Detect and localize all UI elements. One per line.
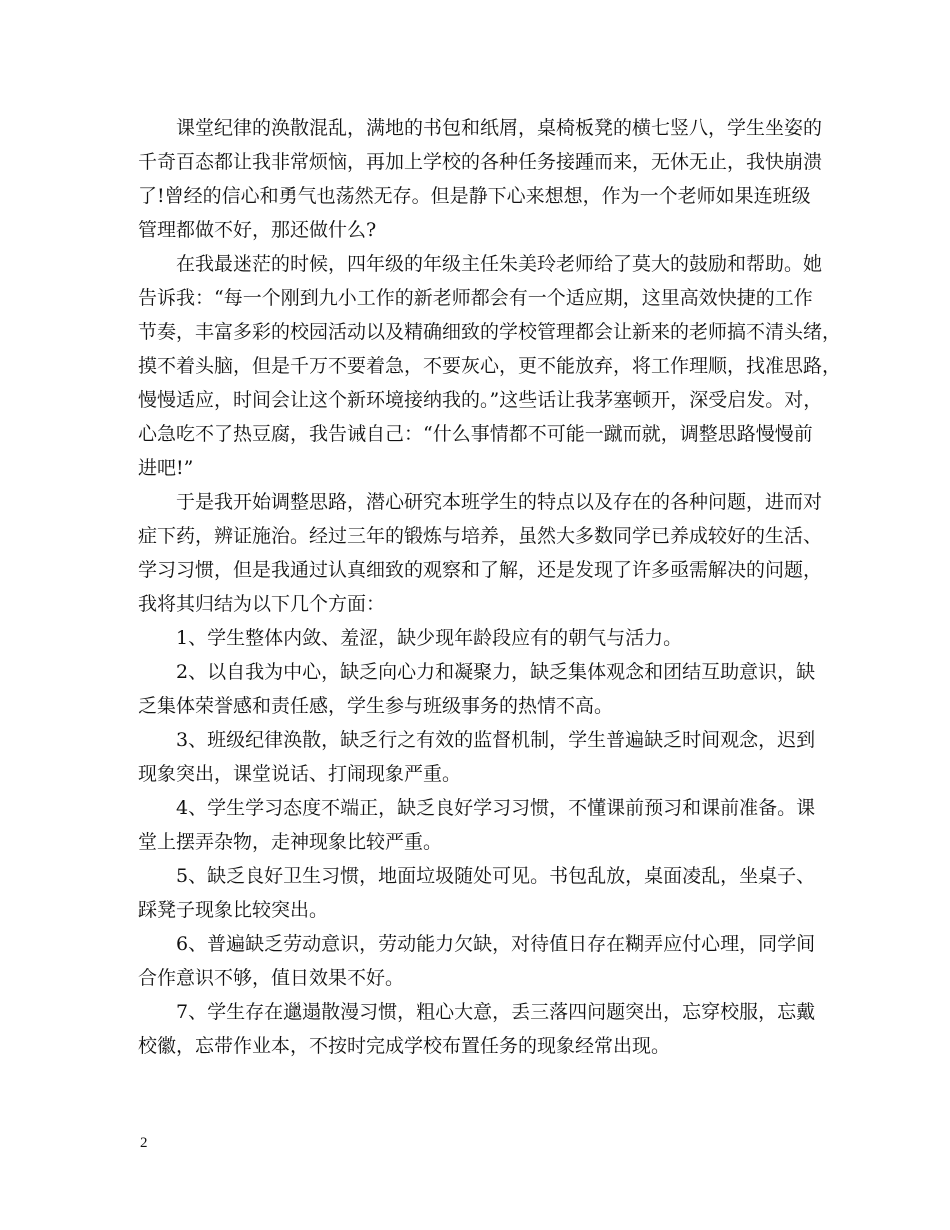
text-line: 慢慢适应，时间会让这个新环境接纳我的。”这些话让我茅塞顿开，深受启发。对， (138, 389, 823, 411)
text-line: 踩凳子现象比较突出。 (138, 899, 329, 921)
list-item-5: 5、缺乏良好卫生习惯，地面垃圾随处可见。书包乱放，桌面凌乱，坐桌子、 (176, 865, 816, 887)
text-line: 堂上摆弄杂物，走神现象比较严重。 (138, 831, 443, 853)
list-item-3: 3、班级纪律涣散，缺乏行之有效的监督机制，学生普遍缺乏时间观念，迟到 (176, 729, 816, 751)
text-line: 课堂纪律的涣散混乱，满地的书包和纸屑，桌椅板凳的横七竖八，学生坐姿的 (176, 117, 823, 139)
text-line: 症下药，辨证施治。经过三年的锻炼与培养，虽然大多数同学已养成较好的生活、 (138, 525, 823, 547)
text-line: 我将其归结为以下几个方面： (138, 593, 386, 615)
text-line: 合作意识不够，值日效果不好。 (138, 967, 405, 989)
text-line: 学习习惯，但是我通过认真细致的观察和了解，还是发现了许多亟需解决的问题， (138, 559, 823, 581)
text-line: 现象突出，课堂说话、打闹现象严重。 (138, 763, 462, 785)
list-item-1: 1、学生整体内敛、羞涩，缺少现年龄段应有的朝气与活力。 (176, 627, 683, 649)
text-line: 节奏，丰富多彩的校园活动以及精确细致的学校管理都会让新来的老师搞不清头绪， (138, 321, 842, 343)
text-line: 了!曾经的信心和勇气也荡然无存。但是静下心来想想，作为一个老师如果连班级 (138, 185, 811, 207)
text-line: 告诉我：“每一个刚到九小工作的新老师都会有一个适应期，这里高效快捷的工作 (138, 287, 813, 309)
body-text (138, 111, 842, 1063)
text-line: 乏集体荣誉感和责任感，学生参与班级事务的热情不高。 (138, 695, 614, 717)
list-item-7: 7、学生存在邋遢散漫习惯，粗心大意，丢三落四问题突出，忘穿校服，忘戴 (176, 1001, 816, 1023)
text-line: 千奇百态都让我非常烦恼，再加上学校的各种任务接踵而来，无休无止，我快崩溃 (138, 151, 823, 173)
text-line: 摸不着头脑，但是千万不要着急，不要灰心，更不能放弃，将工作理顺，找准思路， (138, 355, 842, 377)
page-number: 2 (140, 1135, 148, 1151)
list-item-2: 2、以自我为中心，缺乏向心力和凝聚力，缺乏集体观念和团结互助意识，缺 (176, 661, 816, 683)
text-line: 心急吃不了热豆腐，我告诫自己：“什么事情都不可能一蹴而就，调整思路慢慢前 (138, 423, 813, 445)
text-line: 于是我开始调整思路，潜心研究本班学生的特点以及存在的各种问题，进而对 (176, 491, 823, 513)
text-line: 校徽，忘带作业本，不按时完成学校布置任务的现象经常出现。 (138, 1035, 671, 1057)
list-item-6: 6、普遍缺乏劳动意识，劳动能力欠缺，对待值日存在糊弄应付心理，同学间 (176, 933, 816, 955)
text-line: 在我最迷茫的时候，四年级的年级主任朱美玲老师给了莫大的鼓励和帮助。她 (176, 253, 823, 275)
text-line: 管理都做不好，那还做什么? (138, 219, 377, 241)
list-item-4: 4、学生学习态度不端正，缺乏良好学习习惯，不懂课前预习和课前准备。课 (176, 797, 816, 819)
text-line: 进吧!” (138, 457, 194, 479)
